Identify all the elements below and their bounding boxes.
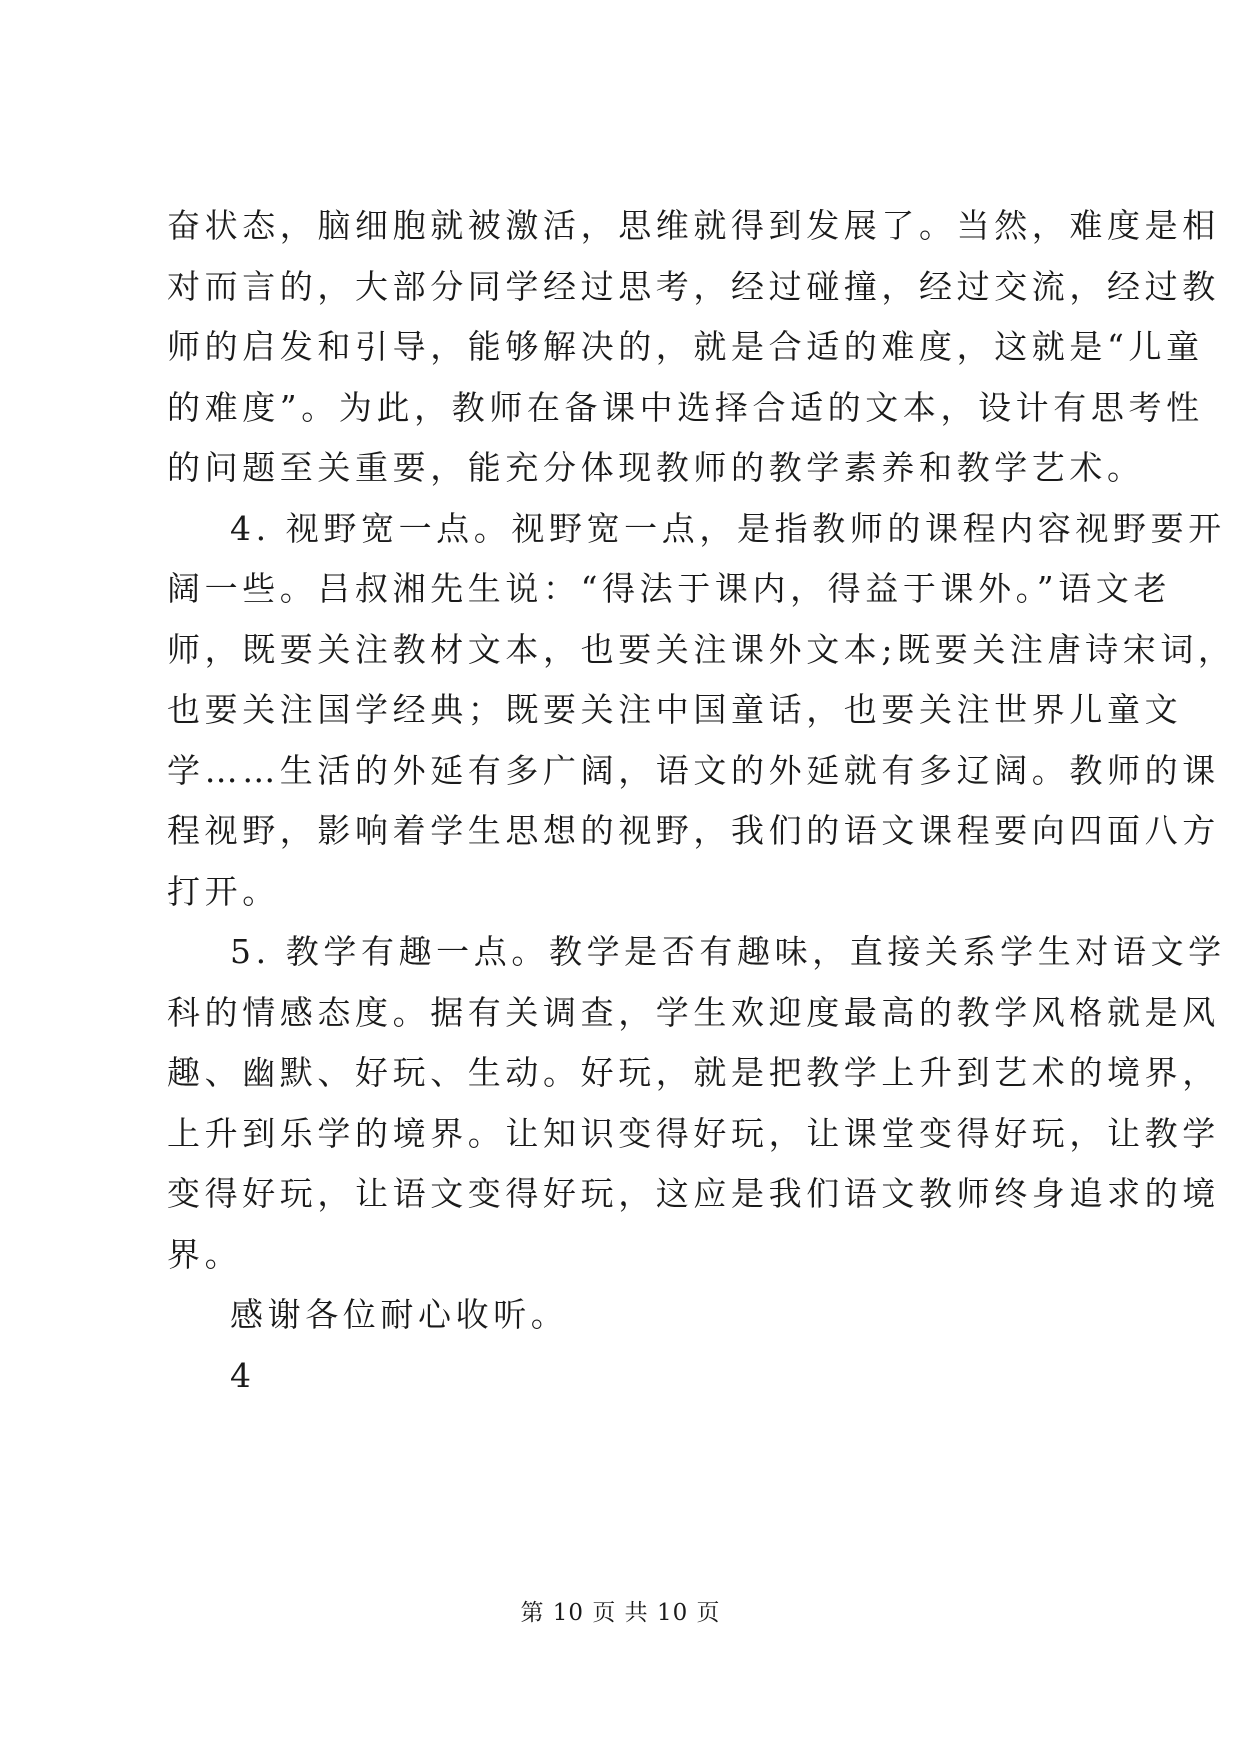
body-line: 变得好玩，让语文变得好玩，这应是我们语文教师终身追求的境 bbox=[167, 1174, 1220, 1213]
body-line: 上升到乐学的境界。让知识变得好玩，让课堂变得好玩，让教学 bbox=[167, 1114, 1220, 1153]
body-line: 趣、幽默、好玩、生动。好玩，就是把教学上升到艺术的境界， bbox=[167, 1053, 1220, 1092]
body-line: 打开。 bbox=[167, 872, 280, 911]
body-line: 阔一些。吕叔湘先生说：“得法于课内，得益于课外。”语文老 bbox=[167, 569, 1172, 608]
body-line: 奋状态，脑细胞就被激活，思维就得到发展了。当然，难度是相 bbox=[167, 206, 1220, 245]
body-line: 学……生活的外延有多广阔，语文的外延就有多辽阔。教师的课 bbox=[167, 751, 1220, 790]
closing-line: 感谢各位耐心收听。 bbox=[230, 1295, 569, 1334]
body-line: 也要关注国学经典；既要关注中国童话，也要关注世界儿童文 bbox=[167, 690, 1183, 729]
body-line: 界。 bbox=[167, 1235, 243, 1274]
body-line: 科的情感态度。据有关调查，学生欢迎度最高的教学风格就是风 bbox=[167, 993, 1220, 1032]
body-line: 师的启发和引导，能够解决的，就是合适的难度，这就是“儿童 bbox=[167, 327, 1204, 366]
page-marker: 4 bbox=[230, 1356, 256, 1395]
page-footer: 第 10 页 共 10 页 bbox=[520, 1600, 721, 1626]
body-line: 4. 视野宽一点。视野宽一点，是指教师的课程内容视野要开 bbox=[230, 509, 1226, 548]
body-line: 的问题至关重要，能充分体现教师的教学素养和教学艺术。 bbox=[167, 448, 1145, 487]
body-line: 的难度”。为此，教师在备课中选择合适的文本，设计有思考性 bbox=[167, 388, 1204, 427]
body-line: 师，既要关注教材文本，也要关注课外文本;既要关注唐诗宋词， bbox=[167, 630, 1236, 669]
body-line: 程视野，影响着学生思想的视野，我们的语文课程要向四面八方 bbox=[167, 811, 1220, 850]
body-line: 5. 教学有趣一点。教学是否有趣味，直接关系学生对语文学 bbox=[230, 932, 1226, 971]
body-line: 对而言的，大部分同学经过思考，经过碰撞，经过交流，经过教 bbox=[167, 267, 1220, 306]
